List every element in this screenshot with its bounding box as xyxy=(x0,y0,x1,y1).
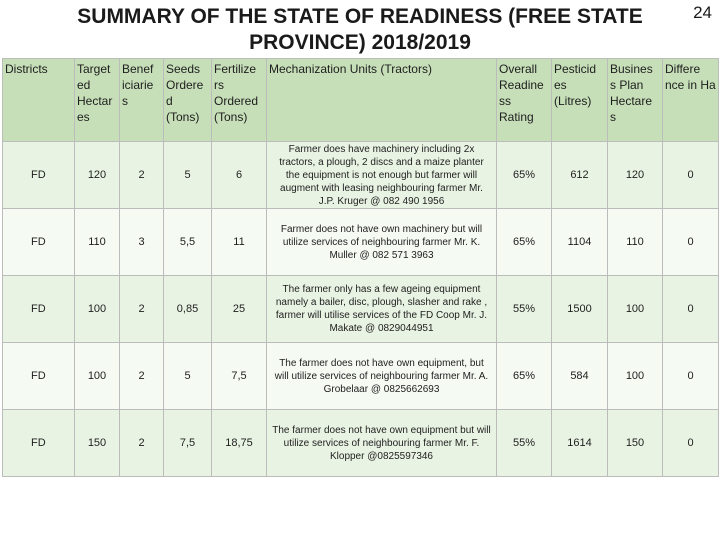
cell-district: FD xyxy=(3,142,75,209)
table-row xyxy=(3,343,719,410)
cell-pesticides: 1614 xyxy=(552,410,608,477)
cell-readiness: 55% xyxy=(497,410,552,477)
cell-district: FD xyxy=(3,410,75,477)
readiness-summary-table xyxy=(2,58,719,477)
slide-title xyxy=(0,4,720,56)
slide-number: 24 xyxy=(693,3,712,22)
header-fertilizers-ordered: Fertilize rs Ordered (Tons) xyxy=(212,59,267,142)
cell-target: 100 xyxy=(75,276,120,343)
table-row xyxy=(3,276,719,343)
slide-title-line-1: SUMMARY OF THE STATE OF READINESS (FREE STATE xyxy=(77,5,643,28)
cell-district: FD xyxy=(3,276,75,343)
cell-fertilizers: 18,75 xyxy=(212,410,267,477)
cell-readiness: 65% xyxy=(497,142,552,209)
cell-fertilizers: 25 xyxy=(212,276,267,343)
cell-business-plan: 110 xyxy=(608,209,663,276)
header-districts: Districts xyxy=(3,59,75,142)
cell-pesticides: 1104 xyxy=(552,209,608,276)
cell-difference: 0 xyxy=(663,343,719,410)
cell-seeds: 5 xyxy=(164,142,212,209)
header-business-plan-hectares: Busines s Plan Hectare s xyxy=(608,59,663,142)
cell-business-plan: 100 xyxy=(608,343,663,410)
header-difference-ha: Differe nce in Ha xyxy=(663,59,719,142)
cell-mechanization: Farmer does not have own machinery but will utilize services of neighbouring farmer Mr. K. Muller @ 082 571 3963 xyxy=(267,209,497,276)
cell-mechanization: The farmer does not have own equipment, but will utilize services of neighbouring farmer Mr. A. Grobelaar @ 0825662693 xyxy=(267,343,497,410)
cell-pesticides: 612 xyxy=(552,142,608,209)
slide-title-line-2: PROVINCE) 2018/2019 xyxy=(249,31,471,54)
cell-business-plan: 100 xyxy=(608,276,663,343)
cell-seeds: 5 xyxy=(164,343,212,410)
cell-mechanization: The farmer only has a few ageing equipment namely a bailer, disc, plough, slasher and rake , farmer will utilise services of the FD Coop Mr. J. Makate @ 0829044951 xyxy=(267,276,497,343)
cell-business-plan: 150 xyxy=(608,410,663,477)
cell-readiness: 65% xyxy=(497,343,552,410)
header-targeted-hectares: Target ed Hectar es xyxy=(75,59,120,142)
cell-difference: 0 xyxy=(663,209,719,276)
cell-business-plan: 120 xyxy=(608,142,663,209)
cell-difference: 0 xyxy=(663,276,719,343)
cell-pesticides: 584 xyxy=(552,343,608,410)
cell-target: 120 xyxy=(75,142,120,209)
cell-beneficiaries: 2 xyxy=(120,410,164,477)
cell-difference: 0 xyxy=(663,410,719,477)
cell-district: FD xyxy=(3,343,75,410)
header-seeds-ordered: Seeds Ordere d (Tons) xyxy=(164,59,212,142)
cell-district: FD xyxy=(3,209,75,276)
header-mechanization-units: Mechanization Units (Tractors) xyxy=(267,59,497,142)
cell-mechanization: Farmer does have machinery including 2x tractors, a plough, 2 discs and a maize planter the equipment is not enough but farmer will augment with leasing neighbouring farmer Mr. J.P. Kruger @ 082 490 1956 xyxy=(267,142,497,209)
table-row xyxy=(3,410,719,477)
cell-mechanization: The farmer does not have own equipment but will utilize services of neighbouring farmer Mr. F. Klopper @0825597346 xyxy=(267,410,497,477)
cell-beneficiaries: 2 xyxy=(120,343,164,410)
cell-pesticides: 1500 xyxy=(552,276,608,343)
cell-seeds: 7,5 xyxy=(164,410,212,477)
table-row xyxy=(3,142,719,209)
cell-fertilizers: 7,5 xyxy=(212,343,267,410)
cell-target: 150 xyxy=(75,410,120,477)
cell-readiness: 65% xyxy=(497,209,552,276)
cell-beneficiaries: 2 xyxy=(120,142,164,209)
cell-beneficiaries: 3 xyxy=(120,209,164,276)
header-beneficiaries: Benef iciarie s xyxy=(120,59,164,142)
table-header-row xyxy=(3,59,719,142)
cell-readiness: 55% xyxy=(497,276,552,343)
cell-difference: 0 xyxy=(663,142,719,209)
cell-fertilizers: 11 xyxy=(212,209,267,276)
cell-seeds: 5,5 xyxy=(164,209,212,276)
cell-target: 100 xyxy=(75,343,120,410)
cell-fertilizers: 6 xyxy=(212,142,267,209)
cell-target: 110 xyxy=(75,209,120,276)
header-overall-readiness: Overall Readine ss Rating xyxy=(497,59,552,142)
table-row xyxy=(3,209,719,276)
header-pesticides: Pesticid es (Litres) xyxy=(552,59,608,142)
cell-seeds: 0,85 xyxy=(164,276,212,343)
cell-beneficiaries: 2 xyxy=(120,276,164,343)
